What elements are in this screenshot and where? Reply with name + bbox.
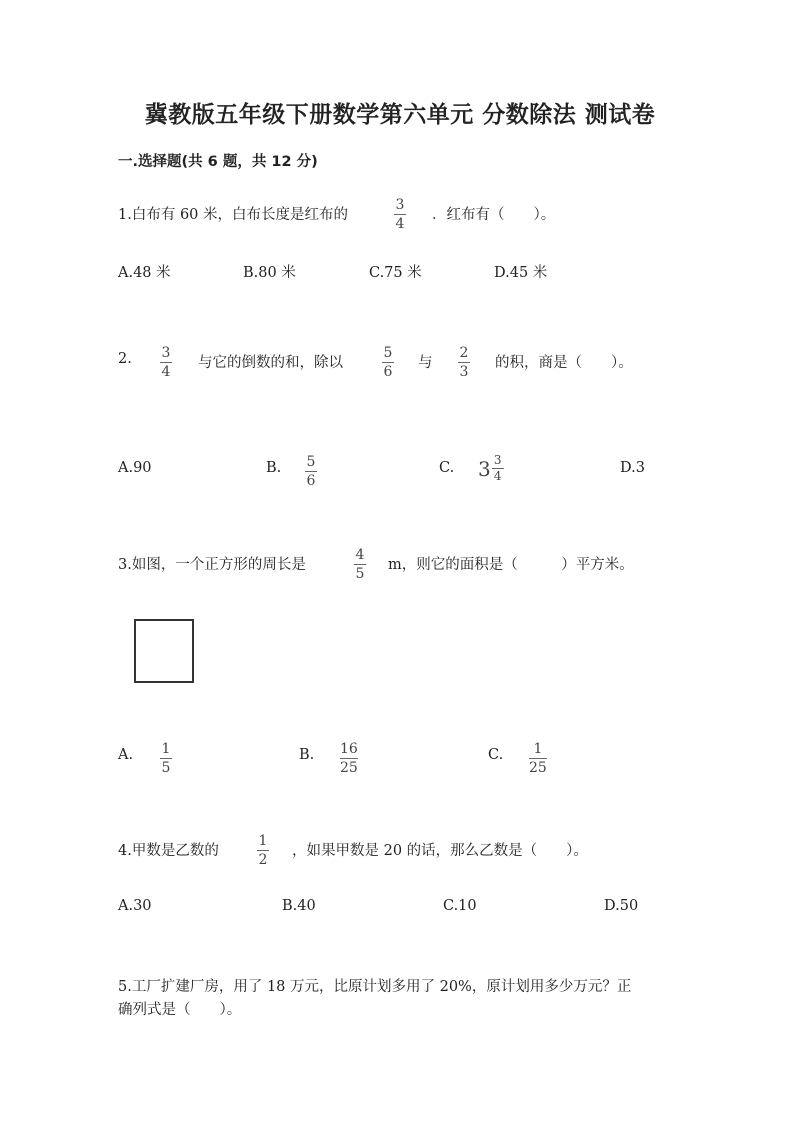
question-4-text-b: ，如果甲数是 20 的话，那么乙数是（ ）。	[292, 843, 588, 859]
question-1-option-a: A.48 米	[118, 265, 171, 281]
square-figure	[134, 619, 194, 683]
question-3-text-b: m，则它的面积是（ ）平方米。	[388, 557, 634, 573]
question-3-option-c-label: C.	[488, 747, 504, 763]
denominator: 25	[340, 760, 358, 776]
question-2-fraction-3	[458, 345, 470, 380]
section-heading: 一.选择题(共 6 题，共 12 分)	[118, 154, 318, 170]
question-1-option-d: D.45 米	[494, 265, 548, 281]
question-3-option-c-fraction	[529, 741, 547, 776]
question-1-text-b: ．红布有（ ）。	[432, 207, 556, 223]
question-1-text-a: 1.白布有 60 米，白布长度是红布的	[118, 207, 349, 223]
numerator: 3	[161, 345, 171, 361]
numerator: 1	[258, 833, 268, 849]
whole-part: 3	[478, 456, 491, 481]
numerator: 3	[493, 453, 502, 467]
question-4-option-b: B.40	[282, 898, 316, 914]
numerator: 2	[459, 345, 469, 361]
question-2-option-c-mixed-number	[478, 454, 504, 483]
denominator: 6	[306, 473, 316, 489]
denominator: 2	[258, 852, 268, 868]
denominator: 5	[161, 760, 171, 776]
numerator: 5	[383, 345, 393, 361]
question-4-option-a: A.30	[118, 898, 152, 914]
denominator: 5	[355, 566, 365, 582]
question-2-fraction-1	[160, 345, 172, 380]
question-4-text-a: 4.甲数是乙数的	[118, 843, 219, 859]
question-4-fraction	[257, 833, 269, 868]
question-4-option-d: D.50	[604, 898, 639, 914]
numerator: 16	[340, 741, 358, 757]
page-title: 冀教版五年级下册数学第六单元 分数除法 测试卷	[144, 102, 656, 128]
question-2-option-b-label: B.	[266, 460, 282, 476]
denominator: 4	[395, 216, 405, 232]
question-2-option-b-fraction	[305, 454, 317, 489]
denominator: 4	[493, 469, 502, 483]
denominator: 6	[383, 364, 393, 380]
denominator: 25	[529, 760, 547, 776]
question-2-fraction-2	[382, 345, 394, 380]
denominator: 3	[459, 364, 469, 380]
numerator: 1	[533, 741, 543, 757]
question-2-text-b: 与	[418, 355, 433, 371]
question-3-option-b-fraction	[340, 741, 358, 776]
question-5-line-2: 确列式是（ ）。	[118, 1002, 242, 1018]
question-5-line-1: 5.工厂扩建厂房，用了 18 万元，比原计划多用了 20%，原计划用多少万元？正	[118, 979, 632, 995]
question-2-number: 2.	[118, 351, 132, 367]
question-2-text-a: 与它的倒数的和，除以	[198, 355, 343, 371]
numerator: 1	[161, 741, 171, 757]
question-2-text-c: 的积，商是（ ）。	[495, 355, 633, 371]
question-1-option-c: C.75 米	[369, 265, 422, 281]
question-3-option-a-fraction	[160, 741, 172, 776]
question-2-option-c-label: C.	[439, 460, 455, 476]
question-4-option-c: C.10	[443, 898, 477, 914]
fraction-part	[492, 454, 504, 483]
numerator: 5	[306, 454, 316, 470]
question-1-fraction	[394, 197, 406, 232]
question-1-option-b: B.80 米	[243, 265, 296, 281]
question-3-option-b-label: B.	[299, 747, 315, 763]
question-3-fraction	[354, 547, 366, 582]
denominator: 4	[161, 364, 171, 380]
question-2-option-a: A.90	[118, 460, 152, 476]
question-2-option-d: D.3	[620, 460, 645, 476]
numerator: 3	[395, 197, 405, 213]
question-3-option-a-label: A.	[118, 747, 134, 763]
question-3-text-a: 3.如图，一个正方形的周长是	[118, 557, 306, 573]
numerator: 4	[355, 547, 365, 563]
